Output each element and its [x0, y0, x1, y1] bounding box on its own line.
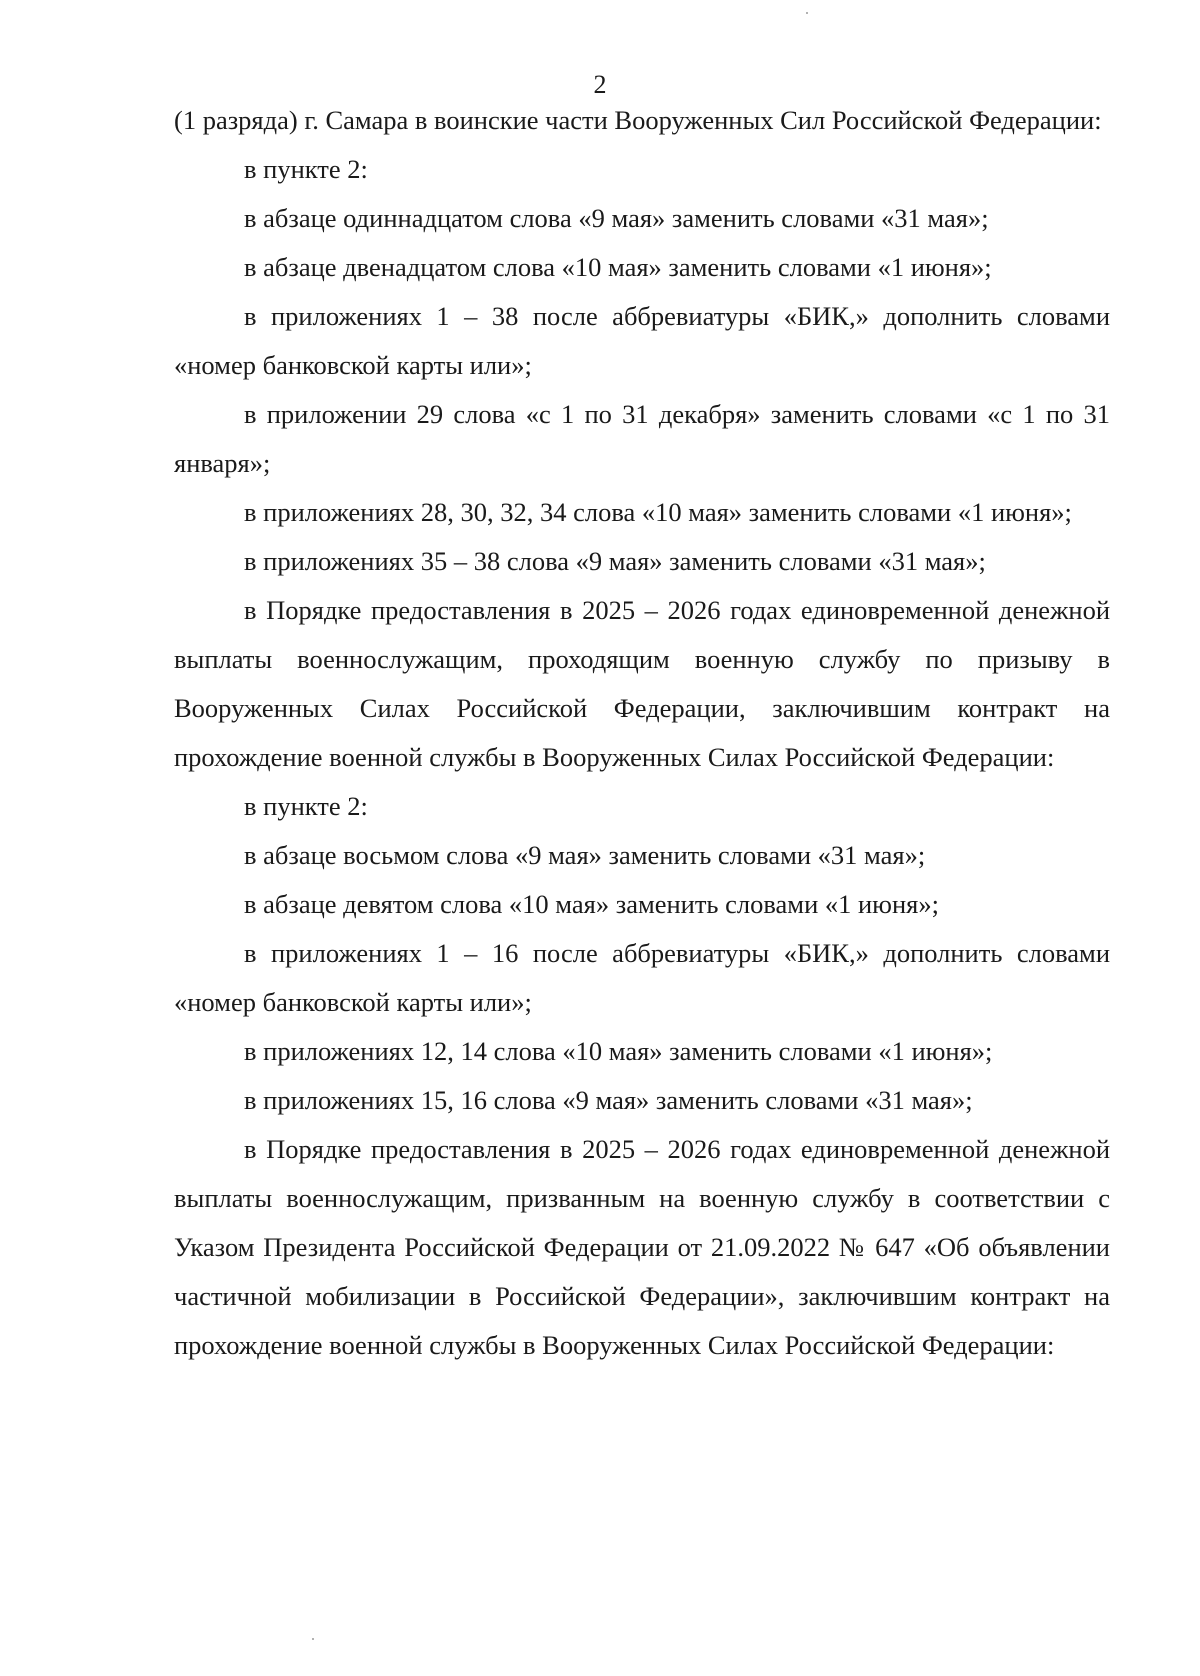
paragraph: в абзаце девятом слова «10 мая» заменить словами «1 июня»;	[244, 889, 939, 919]
document-body	[174, 96, 1110, 1370]
paragraph: в приложениях 1 – 38 после аббревиатуры «БИК,» дополнить словами «номер банковской карты или»;	[174, 301, 1110, 380]
page-number: 2	[593, 70, 607, 99]
paragraph: в приложениях 12, 14 слова «10 мая» заменить словами «1 июня»;	[244, 1036, 993, 1066]
scan-speck	[312, 1638, 314, 1640]
paragraph: в приложениях 35 – 38 слова «9 мая» заменить словами «31 мая»;	[244, 546, 986, 576]
paragraph: в пункте 2:	[244, 791, 368, 821]
paragraph: в приложении 29 слова «с 1 по 31 декабря» заменить словами «с 1 по 31 января»;	[174, 399, 1110, 478]
paragraph: в приложениях 1 – 16 после аббревиатуры «БИК,» дополнить словами «номер банковской карты или»;	[174, 938, 1110, 1017]
paragraph: в абзаце восьмом слова «9 мая» заменить словами «31 мая»;	[244, 840, 926, 870]
paragraph: (1 разряда) г. Самара в воинские части Вооруженных Сил Российской Федерации:	[174, 105, 1102, 135]
paragraph: в пункте 2:	[244, 154, 368, 184]
paragraph: в приложениях 15, 16 слова «9 мая» заменить словами «31 мая»;	[244, 1085, 973, 1115]
paragraph: в Порядке предоставления в 2025 – 2026 годах единовременной денежной выплаты военнослужащим, проходящим военную службу по призыву в Вооруженных Силах Российской Федерации, заключившим контракт на прохождение военной службы в Вооруженных Силах Российской Федерации:	[174, 595, 1110, 772]
paragraph: в приложениях 28, 30, 32, 34 слова «10 мая» заменить словами «1 июня»;	[244, 497, 1072, 527]
paragraph: в абзаце двенадцатом слова «10 мая» заменить словами «1 июня»;	[244, 252, 992, 282]
paragraph: в абзаце одиннадцатом слова «9 мая» заменить словами «31 мая»;	[244, 203, 989, 233]
paragraph: в Порядке предоставления в 2025 – 2026 годах единовременной денежной выплаты военнослужащим, призванным на военную службу в соответствии с Указом Президента Российской Федерации от 21.09.2022 № 647 «Об объявлении частичной мобилизации в Российской Федерации», заключившим контракт на прохождение военной службы в Вооруженных Силах Российской Федерации:	[174, 1134, 1110, 1360]
scan-speck	[806, 12, 808, 14]
